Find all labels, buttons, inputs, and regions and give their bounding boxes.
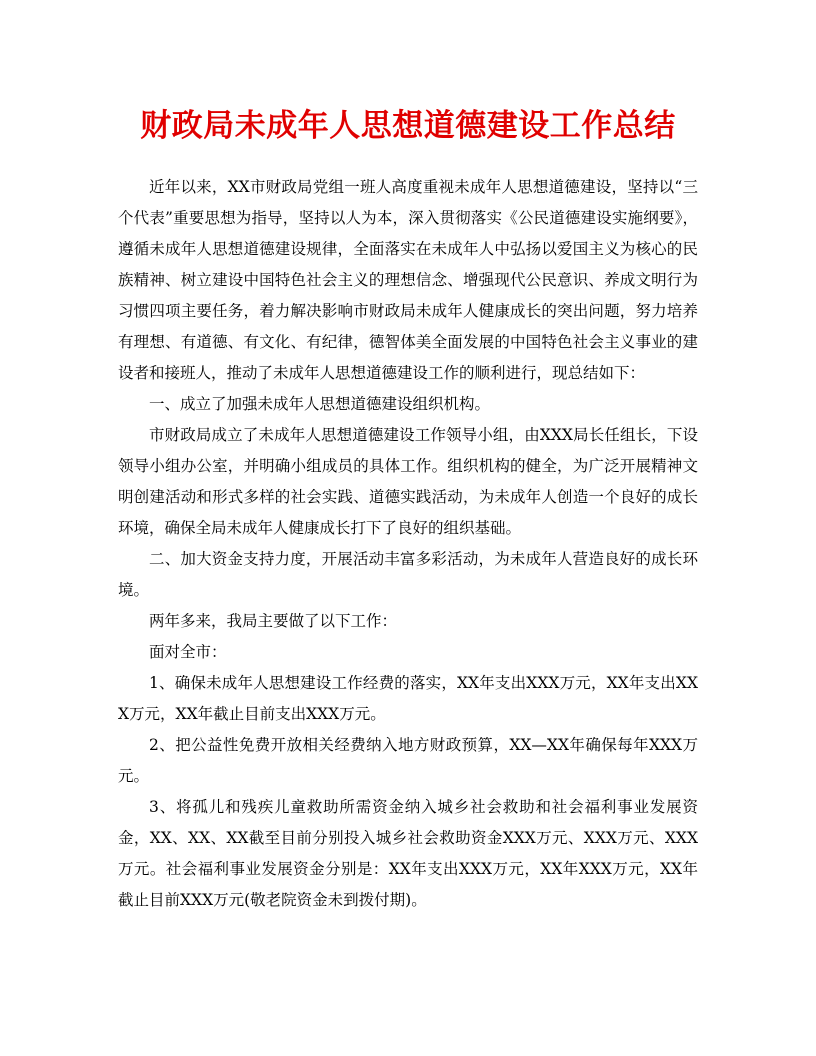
paragraph-item-2: 2、把公益性免费开放相关经费纳入地方财政预算，XX—XX年确保每年XXX万元。 — [118, 736, 698, 785]
paragraph-section-1-body: 市财政局成立了未成年人思想道德建设工作领导小组，由XXX局长任组长，下设领导小组办公室，并明确小组成员的具体工作。组织机构的健全，为广泛开展精神文明创建活动和形式多样的社会实践、道德实践活动，为未成年人创造一个良好的成长环境，确保全局未成年人健康成长打下了良好的组织基础。 — [118, 426, 698, 537]
paragraph-intro: 近年以来，XX市财政局党组一班人高度重视未成年人思想道德建设，坚持以“三个代表”重要思想为指导，坚持以人为本，深入贯彻落实《公民道德建设实施纲要》，遵循未成年人思想道德建设规律，全面落实在未成年人中弘扬以爱国主义为核心的民族精神、树立建设中国特色社会主义的理想信念、增强现代公民意识、养成文明行为习惯四项主要任务，着力解决影响市财政局未成年人健康成长的突出问题，努力培养有理想、有道德、有文化、有纪律，德智体美全面发展的中国特色社会主义事业的建设者和接班人，推动了未成年人思想道德建设工作的顺利进行，现总结如下： — [118, 178, 698, 382]
paragraph-citywide-label: 面对全市： — [149, 643, 227, 661]
paragraph-section-1-heading: 一、成立了加强未成年人思想道德建设组织机构。 — [149, 395, 491, 413]
paragraph-work-intro: 两年多来，我局主要做了以下工作： — [149, 612, 398, 630]
paragraph-section-2-heading: 二、加大资金支持力度，开展活动丰富多彩活动，为未成年人营造良好的成长环境。 — [118, 550, 698, 599]
paragraph-item-3: 3、将孤儿和残疾儿童救助所需资金纳入城乡社会救助和社会福利事业发展资金，XX、XX、XX截至目前分别投入城乡社会救助资金XXX万元、XXX万元、XXX万元。社会福利事业发展资金分别是：XX年支出XXX万元，XX年XXX万元，XX年截止目前XXX万元(敬老院资金未到拨付期)。 — [118, 798, 698, 909]
paragraph-item-1: 1、确保未成年人思想建设工作经费的落实，XX年支出XXX万元，XX年支出XXX万元，XX年截止目前支出XXX万元。 — [118, 674, 698, 723]
document-title: 财政局未成年人思想道德建设工作总结 — [140, 108, 676, 144]
document-body — [118, 172, 698, 916]
